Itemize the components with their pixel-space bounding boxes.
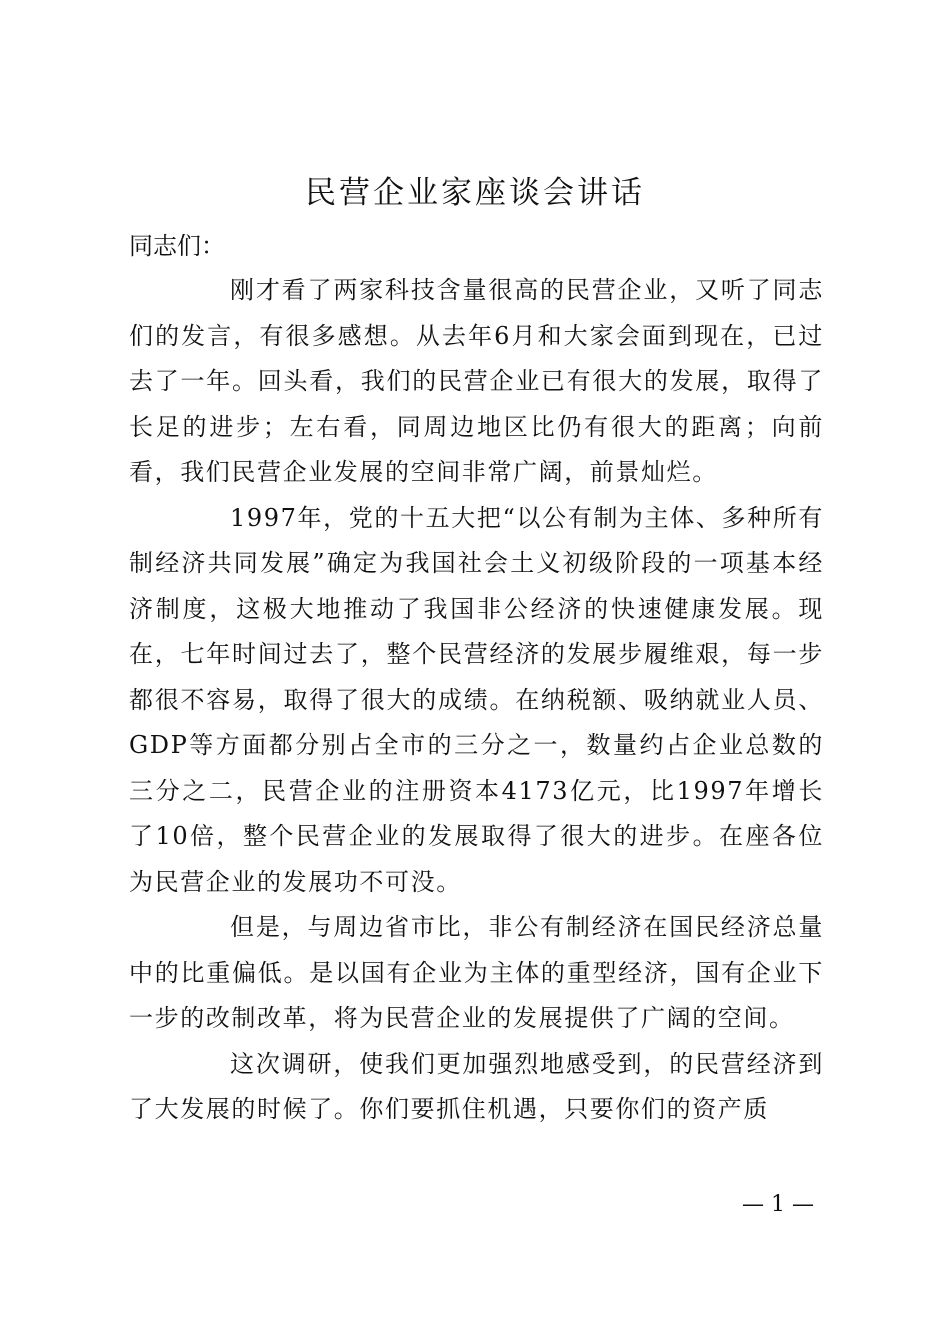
document-title: 民营企业家座谈会讲话 [305, 175, 645, 211]
paragraph: 1997年，党的十五大把“以公有制为主体、多种所有制经济共同发展”确定为我国社会土义初级阶段的一项基本经济制度，这极大地推动了我国非公经济的快速健康发展。现在，七年时间过去了，整个民营经济的发展步履维艰，每一步都很不容易，取得了很大的成绩。在纳税额、吸纳就业人员、GDP等方面都分别占全市的三分之一，数量约占企业总数的三分之二，民营企业的注册资本4173亿元，比1997年增长了10倍，整个民营企业的发展取得了很大的进步。在座各位为民营企业的发展功不可没。 [129, 503, 824, 896]
document-body [129, 268, 824, 1133]
page-number: — 1 — [742, 1192, 814, 1217]
salutation: 同志们： [129, 232, 225, 260]
paragraph: 这次调研，使我们更加强烈地感受到，的民营经济到了大发展的时候了。你们要抓住机遇，只要你们的资产质 [129, 1049, 824, 1123]
paragraph: 但是，与周边省市比，非公有制经济在国民经济总量中的比重偏低。是以国有企业为主体的重型经济，国有企业下一步的改制改革，将为民营企业的发展提供了广阔的空间。 [129, 913, 824, 1032]
paragraph: 刚才看了两家科技含量很高的民营企业，又听了同志们的发言，有很多感想。从去年6月和大家会面到现在，已过去了一年。回头看，我们的民营企业已有很大的发展，取得了长足的进步；左右看，同周边地区比仍有很大的距离；向前看，我们民营企业发展的空间非常广阔，前景灿烂。 [129, 276, 824, 486]
